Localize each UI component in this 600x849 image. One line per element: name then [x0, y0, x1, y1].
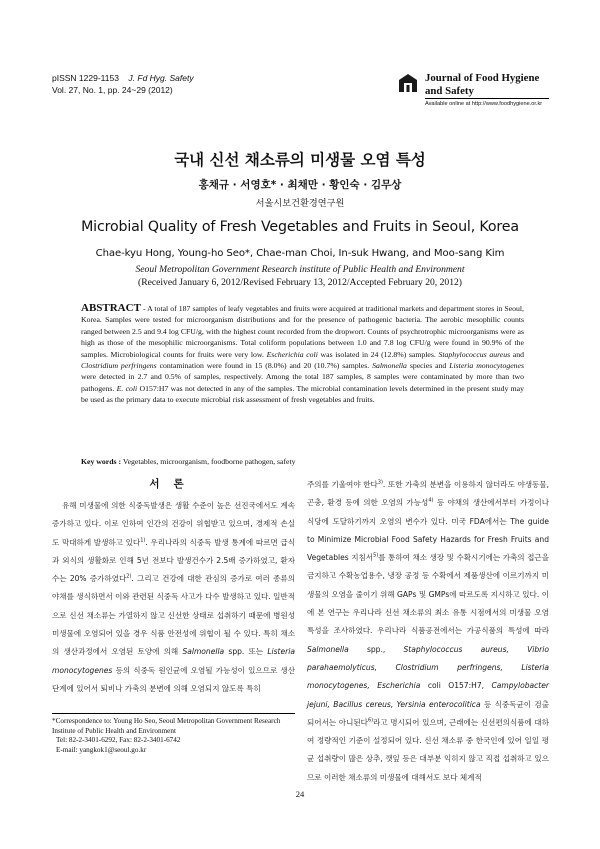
submission-dates: (Received January 6, 2012/Revised February 13, 2012/Accepted February 20, 2012): [138, 277, 462, 288]
keywords: Key words : Vegetables, microorganism, foodborne pathogen, safety: [81, 457, 296, 466]
volume-info: Vol. 27, No. 1, pp. 24~29 (2012): [52, 84, 173, 95]
journal-logo-icon: [396, 71, 420, 95]
body-column-left: 유해 미생물에 의한 식중독발생은 생활 수준이 높은 선진국에서도 계속 증가하고 있다. 이로 인하여 인간의 건강이 위협받고 있으며, 경제적 손실도 막대하게 발생하고 있다$^{1)}$. 우리나라의 식중독 발생 통계에 따르면 급식과 외식의 생활화로 인해 5년 전보다 발생건수가 2.5배 증가하였고, 환자수는 20% 증가하였다$^{2)}$. 그리고 건강에 대한 관심의 증가로 여러 종류의 야채를 생식하면서 이와 관련된 식중독 사고가 다수 발생하고 있다. 일반적으로 신선 채소류는 가열하지 않고 신선한 상태로 섭취하기 때문에 병원성 미생물에 오염되어 있을 경우 식품 안전성에 위협이 될 수 있다. 특히 채소의 생산과정에서 오염된 토양에 의해 Salmonella spp. 또는 Listeria monocytogenes 등의 식중독 원인균에 오염될 가능성이 있으므로 생산단계에 있어서 퇴비나 가축의 분변에 의해 오염되지 않도록 특히: [52, 501, 295, 693]
correspondence-footnote: *Correspondence to: Young Ho Seo, Seoul Metropolitan Government Research Institute of Public Health and Environment Tel: 82-2-3401-6292, Fax: 82-2-3401-6742 E-mail: yangkok1@seoul.go.kr: [52, 717, 302, 755]
authors-korean: 홍채규 · 서영호* · 최채만 · 황인숙 · 김무상: [198, 179, 402, 191]
affiliation-english: Seoul Metropolitan Government Research institute of Public Health and Environment: [135, 264, 465, 275]
section-heading-introduction: 서론: [149, 478, 198, 490]
abstract: ABSTRACT - A total of 187 samples of leafy vegetables and fruits were acquired at traditional markets and department stores in Seoul, Korea. Samples were tested for microorganism distributions and for the presence of pathogenic bacteria. The aerobic mesophilic counts ranged between 2.5 and 9.4 log CFU/g, with the highest count recorded from the dropwort. Counts of psychrotrophic microorganisms were as high as those of the mesophilic microorganisms. Total coliform populations between 1.0 and 7.8 log CFU/g were found in 90.9% of the samples. Microbiological counts for fruits were very low. Escherichia coli was isolated in 24 (12.8%) samples. Staphylococcus aureus and Clostridium perfringens contamination were found in 15 (8.0%) and 20 (10.7%) samples. Salmonella species and Listeria monocytogenes were detected in 2.7 and 0.5% of samples, respectively. Among the total 187 samples, 8 samples were contaminated by more than two pathogens. E. coli O157:H7 was not detected in any of the samples. The microbial contamination levels determined in the present study may be used as the primary data to execute microbial risk assessment of fresh vegetables and fruits.: [81, 302, 524, 405]
journal-name: Journal of Food Hygiene and Safety: [425, 72, 540, 97]
affiliation-korean: 서울시보건환경연구원: [255, 198, 345, 209]
footnote-rule: [52, 713, 295, 714]
page-number: 24: [295, 789, 305, 799]
paper-title-english: Microbial Quality of Fresh Vegetables and Fruits in Seoul, Korea: [81, 219, 519, 235]
abstract-heading: ABSTRACT: [81, 302, 141, 314]
paper-title-korean: 국내 신선 채소류의 미생물 오염 특성: [174, 151, 426, 169]
contact-email: E-mail: yangkok1@seoul.go.kr: [56, 745, 147, 754]
header-rule: [425, 98, 549, 99]
journal-online-url: Available online at http://www.foodhygiene.or.kr: [425, 101, 543, 107]
journal-abbreviation: J. Fd Hyg. Safety: [128, 73, 194, 83]
keywords-label: Key words :: [81, 457, 122, 466]
issn: pISSN 1229-1153: [52, 73, 119, 83]
body-column-right: 주의를 기울여야 한다$^{3)}$. 또한 가축의 분변을 이용하지 않더라도 야생동물, 곤충, 환경 등에 의한 오염의 가능성$^{4)}$ 등 야채의 생산에서부터 가정이나 식당에 도달하기까지 오염의 변수가 있다. 미국 FDA에서는 The guide to Minimize Microbial Food Safety Hazards for Fresh Fruits and Vegetables 지침서$^{5)}$를 통하여 채소 생장 및 수확시기에는 가축의 접근을 금지하고 수확농업용수, 냉장 공정 등 수확에서 제품생산에 이르기까지 미생물의 오염을 줄이기 위해 GAPs 및 GMPs에 따르도록 지시하고 있다. 이에 본 연구는 우리나라 신선 채소류의 최소 유통 시점에서의 미생물 오염 특성을 조사하였다. 우리나라 식품공전에서는 가공식품의 특성에 따라 Salmonella spp., Staphylococcus aureus, Vibrio parahaemolyticus, Clostridium perfringens, Listeria monocytogenes, Escherichia coli O157:H7, Campylobacter jejuni, Bacillus cereus, Yersinia enterocolitica 등 식중독균이 검출되어서는 아니된다$^{6)}$라고 명시되어 있으며, 근래에는 신선편의식품에 대하여 정량적인 기준이 설정되어 있다. 신선 채소류 중 한국인에 있어 일일 평균 섭취량이 많은 상추, 깻잎 등은 대부분 익히지 않고 직접 섭취하고 있으므로 이러한 채소류의 미생물에 대해서도 보다 체계적: [307, 479, 550, 782]
authors-english: Chae-kyu Hong, Young-ho Seo*, Chae-man Choi, In-suk Hwang, and Moo-sang Kim: [95, 248, 505, 259]
journal-citation: [52, 73, 194, 96]
